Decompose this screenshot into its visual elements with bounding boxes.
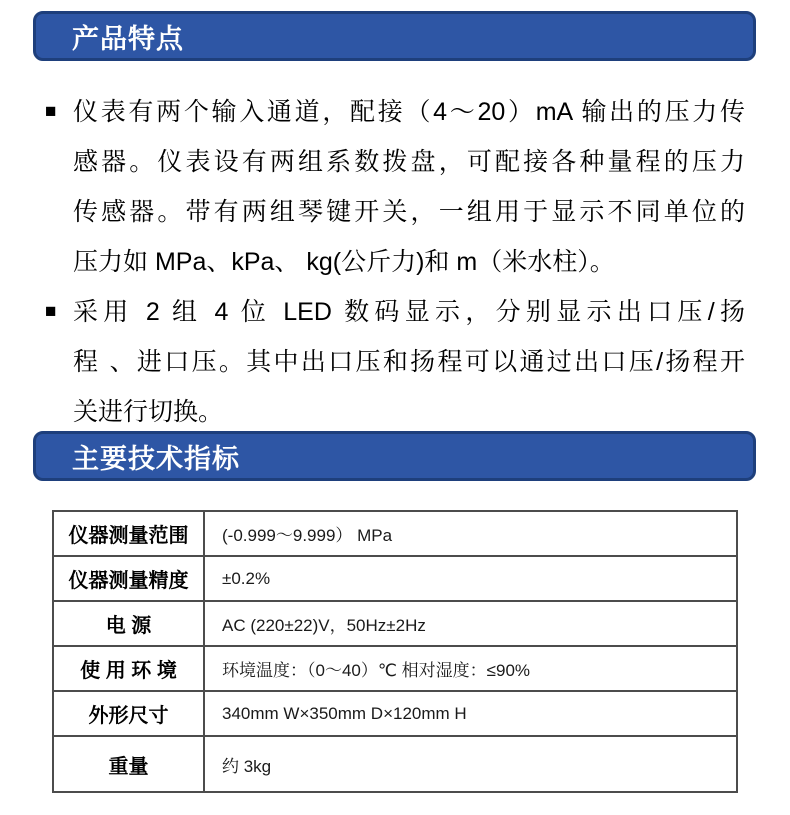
section-header-tech-specs — [33, 431, 756, 481]
spec-value: 340mm W×350mm D×120mm H — [204, 691, 737, 736]
spec-value: (-0.999～9.999） MPa — [204, 511, 737, 556]
text-line: 程 、进口压。其中出口压和扬程可以通过出口压/扬程开 — [73, 348, 745, 376]
table-row — [53, 511, 737, 556]
spec-label: 电 源 — [53, 601, 204, 646]
table-row — [53, 601, 737, 646]
bullet-text — [73, 87, 745, 287]
table-row — [53, 556, 737, 601]
spec-label: 外形尺寸 — [53, 691, 204, 736]
text-line: 压力如 MPa、kPa、 kg(公斤力)和 m（米水柱）。 — [73, 248, 615, 276]
list-item — [45, 87, 745, 287]
spec-value: AC (220±22)V，50Hz±2Hz — [204, 601, 737, 646]
spec-label: 仪器测量精度 — [53, 556, 204, 601]
spec-value: ±0.2% — [204, 556, 737, 601]
product-spec-page — [0, 11, 790, 815]
text-line: 仪表有两个输入通道，配接（4～20）mA 输出的压力传 — [73, 98, 745, 126]
spec-table — [52, 510, 738, 793]
bullet-text — [73, 287, 745, 437]
table-row — [53, 736, 737, 792]
section-title: 产品特点 — [72, 23, 184, 54]
spec-label: 使 用 环 境 — [53, 646, 204, 691]
text-line: 传感器。带有两组琴键开关，一组用于显示不同单位的 — [73, 198, 745, 226]
table-row — [53, 691, 737, 736]
text-line: 感器。仪表设有两组系数拨盘，可配接各种量程的压力 — [73, 148, 745, 176]
list-item — [45, 287, 745, 437]
spec-label: 重量 — [53, 736, 204, 792]
table-row — [53, 646, 737, 691]
text-line: 采用 2 组 4 位 LED 数码显示，分别显示出口压/扬 — [73, 298, 745, 326]
spec-value: 约 3kg — [204, 736, 737, 792]
text-line: 关进行切换。 — [73, 398, 224, 426]
spec-label: 仪器测量范围 — [53, 511, 204, 556]
feature-list — [45, 87, 745, 437]
bullet-square-icon: ■ — [45, 301, 57, 322]
section-header-product-features — [33, 11, 756, 61]
section-title: 主要技术指标 — [72, 443, 240, 474]
bullet-square-icon: ■ — [45, 101, 57, 122]
spec-value: 环境温度：（0～40）℃ 相对湿度：≤90% — [204, 646, 737, 691]
